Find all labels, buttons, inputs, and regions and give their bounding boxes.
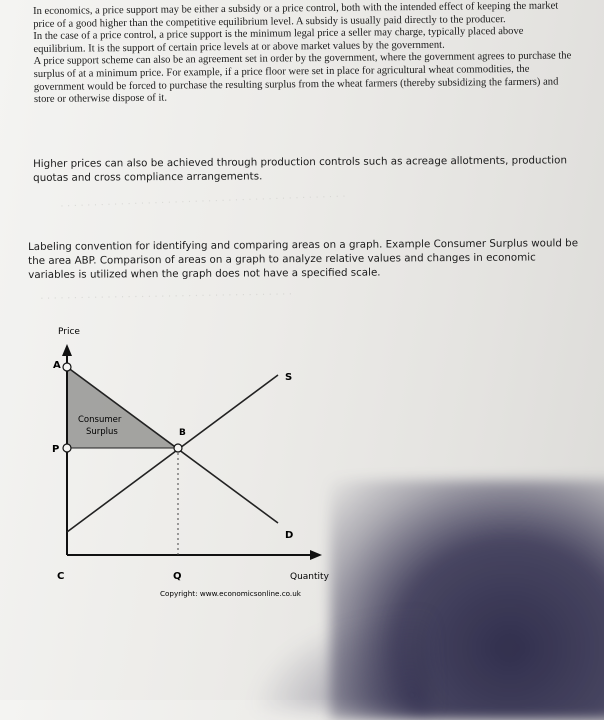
point-a-marker	[63, 363, 71, 371]
paragraph-production-controls: Higher prices can also be achieved through production controls such as acreage allotments, production quotas and cross compliance arrangements.	[33, 154, 567, 184]
x-axis-label: Quantity	[290, 572, 329, 582]
y-axis-label: Price	[58, 327, 80, 337]
label-q: Q	[173, 571, 182, 582]
show-through-text: · · · · · · · · · · · · · · · · · · · · · · · · · · · · · · · · · · · · · · · · · · ·	[59, 190, 346, 212]
label-a: A	[53, 360, 61, 371]
label-s: S	[285, 372, 293, 383]
labeling-convention-text	[28, 236, 580, 282]
x-axis-arrow	[310, 550, 322, 560]
y-axis-arrow	[62, 344, 72, 356]
production-controls-text	[33, 153, 578, 185]
paragraph-labeling-convention: Labeling convention for identifying and comparing areas on a graph. Example Consumer Surplus would be the area ABP. Comparison of areas on a graph to analyze relative values and changes in economic variables is utilized when the graph does not have a specified scale.	[28, 237, 579, 281]
intro-text	[33, 0, 574, 106]
label-d: D	[285, 530, 294, 541]
point-b-marker	[174, 444, 182, 452]
paragraph-price-support: In economics, a price support may be either a subsidy or a price control, both with the intended effect of keeping the market price of a good higher than the competitive equilibrium level. A subsidy is usually paid directly to the producer.	[33, 0, 559, 30]
consumer-surplus-graph	[40, 320, 360, 610]
hand-shadow-edge	[250, 610, 430, 710]
consumer-surplus-label-line1: Consumer	[78, 415, 122, 425]
paragraph-support-scheme: A price support scheme can also be an agreement set in order by the government, where the government agrees to purchase the surplus of at a minimum price. For example, if a price floor were set in place for agricultural wheat commodities, the government would be forced to purchase the resulting surplus from the wheat farmers (thereby subsidizing the farmers) and store or otherwise dispose of it.	[33, 50, 572, 106]
consumer-surplus-label-line2: Surplus	[86, 427, 118, 437]
label-c: C	[57, 571, 65, 582]
point-p-marker	[63, 444, 71, 452]
paragraph-price-control: In the case of a price control, a price support is the minimum legal price a seller may charge, typically placed above equilibrium. It is the support of certain price levels at or above market values by the government.	[33, 26, 524, 55]
copyright-text: Copyright: www.economicsonline.co.uk	[160, 589, 301, 598]
label-p: P	[52, 444, 60, 455]
label-b: B	[179, 428, 186, 438]
show-through-text: · · · · · · · · · · · · · · · · · · · · · · · · · · · · · · · · · · · · · ·	[39, 287, 293, 305]
